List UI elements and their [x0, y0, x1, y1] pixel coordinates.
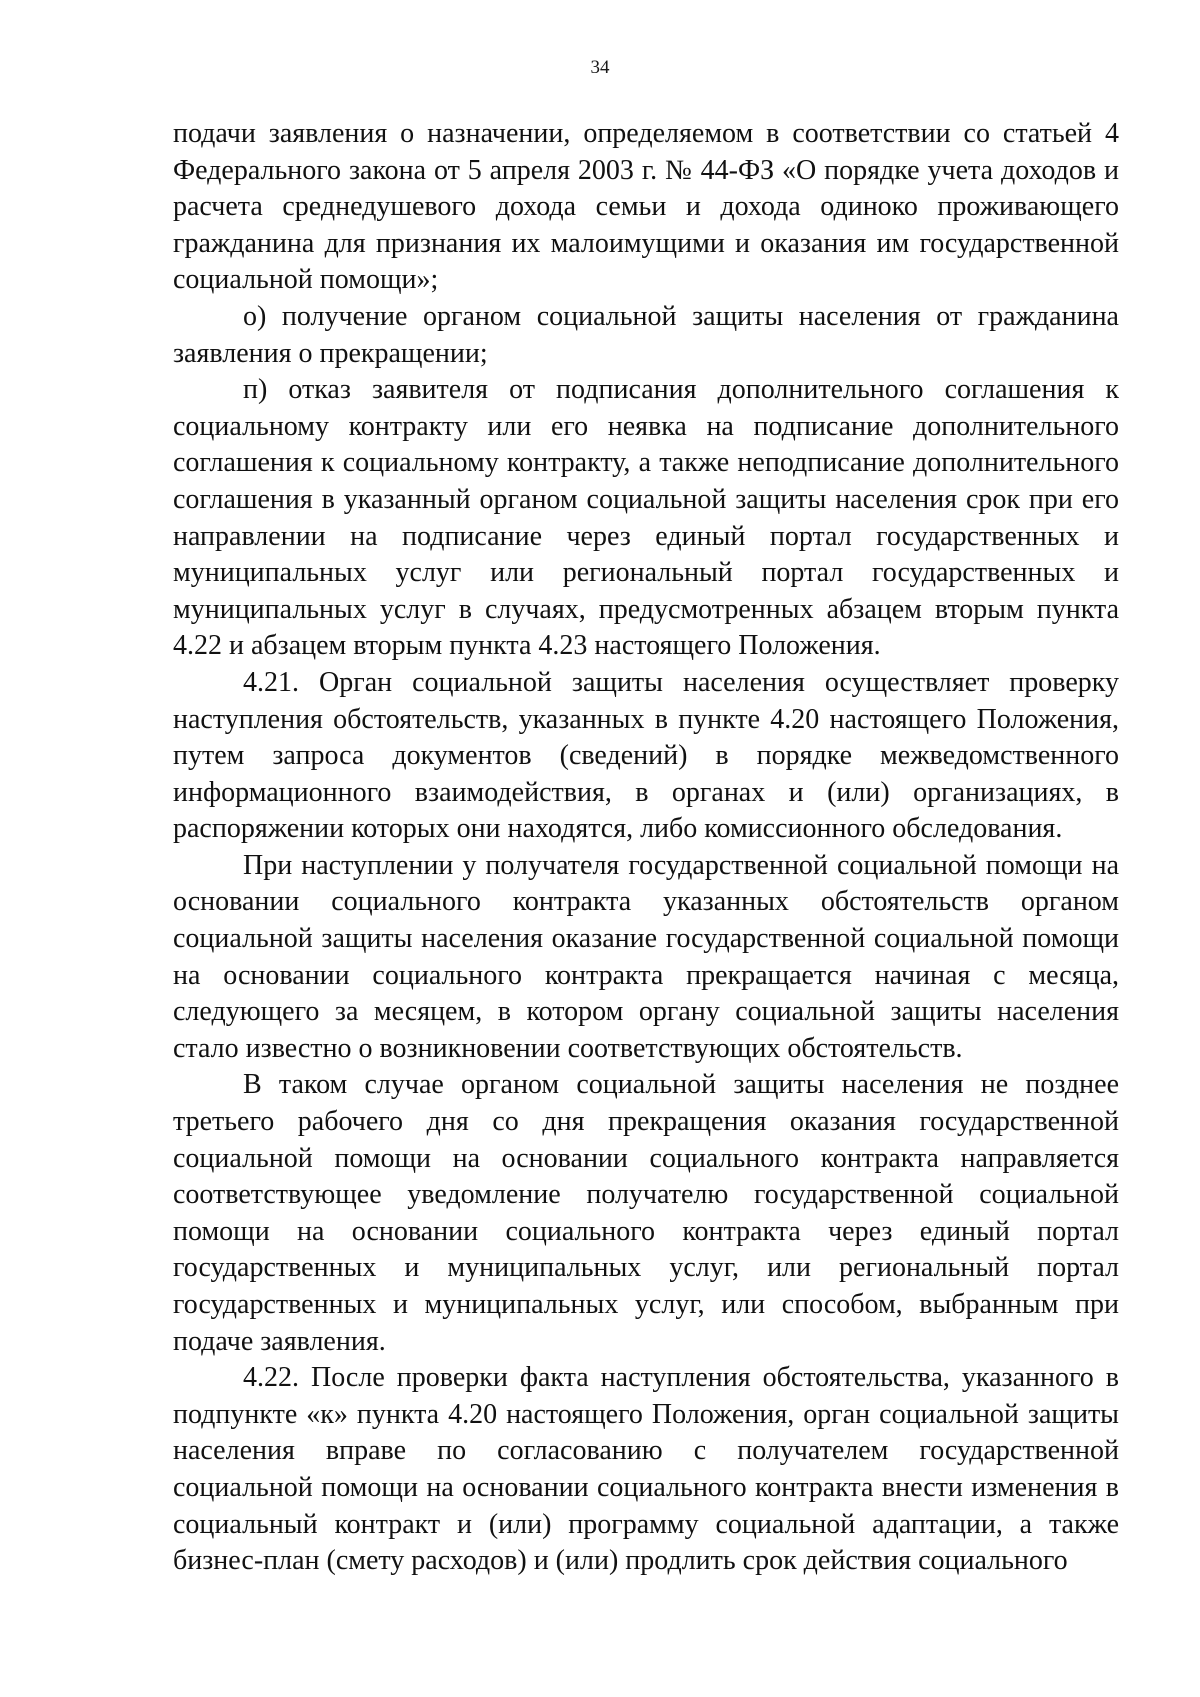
- paragraph-4-21-part-3: В таком случае органом социальной защиты населения не позднее третьего рабочего дня со дня прекращения оказания государственной социальной помощи на основании социального контракта направляется соответствующее уведомление получателю государственной социальной помощи на основании социального контракта через единый портал государственных и муниципальных услуг, или региональный портал государственных и муниципальных услуг, или способом, выбранным при подаче заявления.: [173, 1069, 1119, 1357]
- paragraph-4-21-part-2: При наступлении у получателя государственной социальной помощи на основании социального контракта указанных обстоятельств органом социальной защиты населения оказание государственной социальной помощи на основании социального контракта прекращается начиная с месяца, следующего за месяцем, в котором органу социальной защиты населения стало известно о возникновении соответствующих обстоятельств.: [173, 849, 1119, 1064]
- paragraph-item-o: о) получение органом социальной защиты населения от гражданина заявления о прекращении;: [173, 300, 1119, 369]
- page-number: 34: [590, 57, 610, 78]
- paragraph-continuation: подачи заявления о назначении, определяемом в соответствии со статьей 4 Федерального закона от 5 апреля 2003 г. № 44-ФЗ «О порядке учета доходов и расчета среднедушевого дохода семьи и дохода одиноко проживающего гражданина для признания их малоимущими и оказания им государственной социальной помощи»;: [173, 118, 1119, 296]
- document-body: [173, 116, 1119, 1580]
- paragraph-item-p: п) отказ заявителя от подписания дополнительного соглашения к социальному контракту или его неявка на подписание дополнительного соглашения к социальному контракту, а также неподписание дополнительного соглашения в указанный органом социальной защиты населения срок при его направлении на подписание через единый портал государственных и муниципальных услуг или региональный портал государственных и муниципальных услуг в случаях, предусмотренных абзацем вторым пункта 4.22 и абзацем вторым пункта 4.23 настоящего Положения.: [173, 374, 1119, 662]
- paragraph-4-22: 4.22. После проверки факта наступления обстоятельства, указанного в подпункте «к» пункта 4.20 настоящего Положения, орган социальной защиты населения вправе по согласованию с получателем государственной социальной помощи на основании социального контракта внести изменения в социальный контракт и (или) программу социальной адаптации, а также бизнес-план (смету расходов) и (или) продлить срок действия социального: [173, 1362, 1119, 1577]
- paragraph-4-21: 4.21. Орган социальной защиты населения осуществляет проверку наступления обстоятельств, указанных в пункте 4.20 настоящего Положения, путем запроса документов (сведений) в порядке межведомственного информационного взаимодействия, в органах и (или) организациях, в распоряжении которых они находятся, либо комиссионного обследования.: [173, 666, 1119, 845]
